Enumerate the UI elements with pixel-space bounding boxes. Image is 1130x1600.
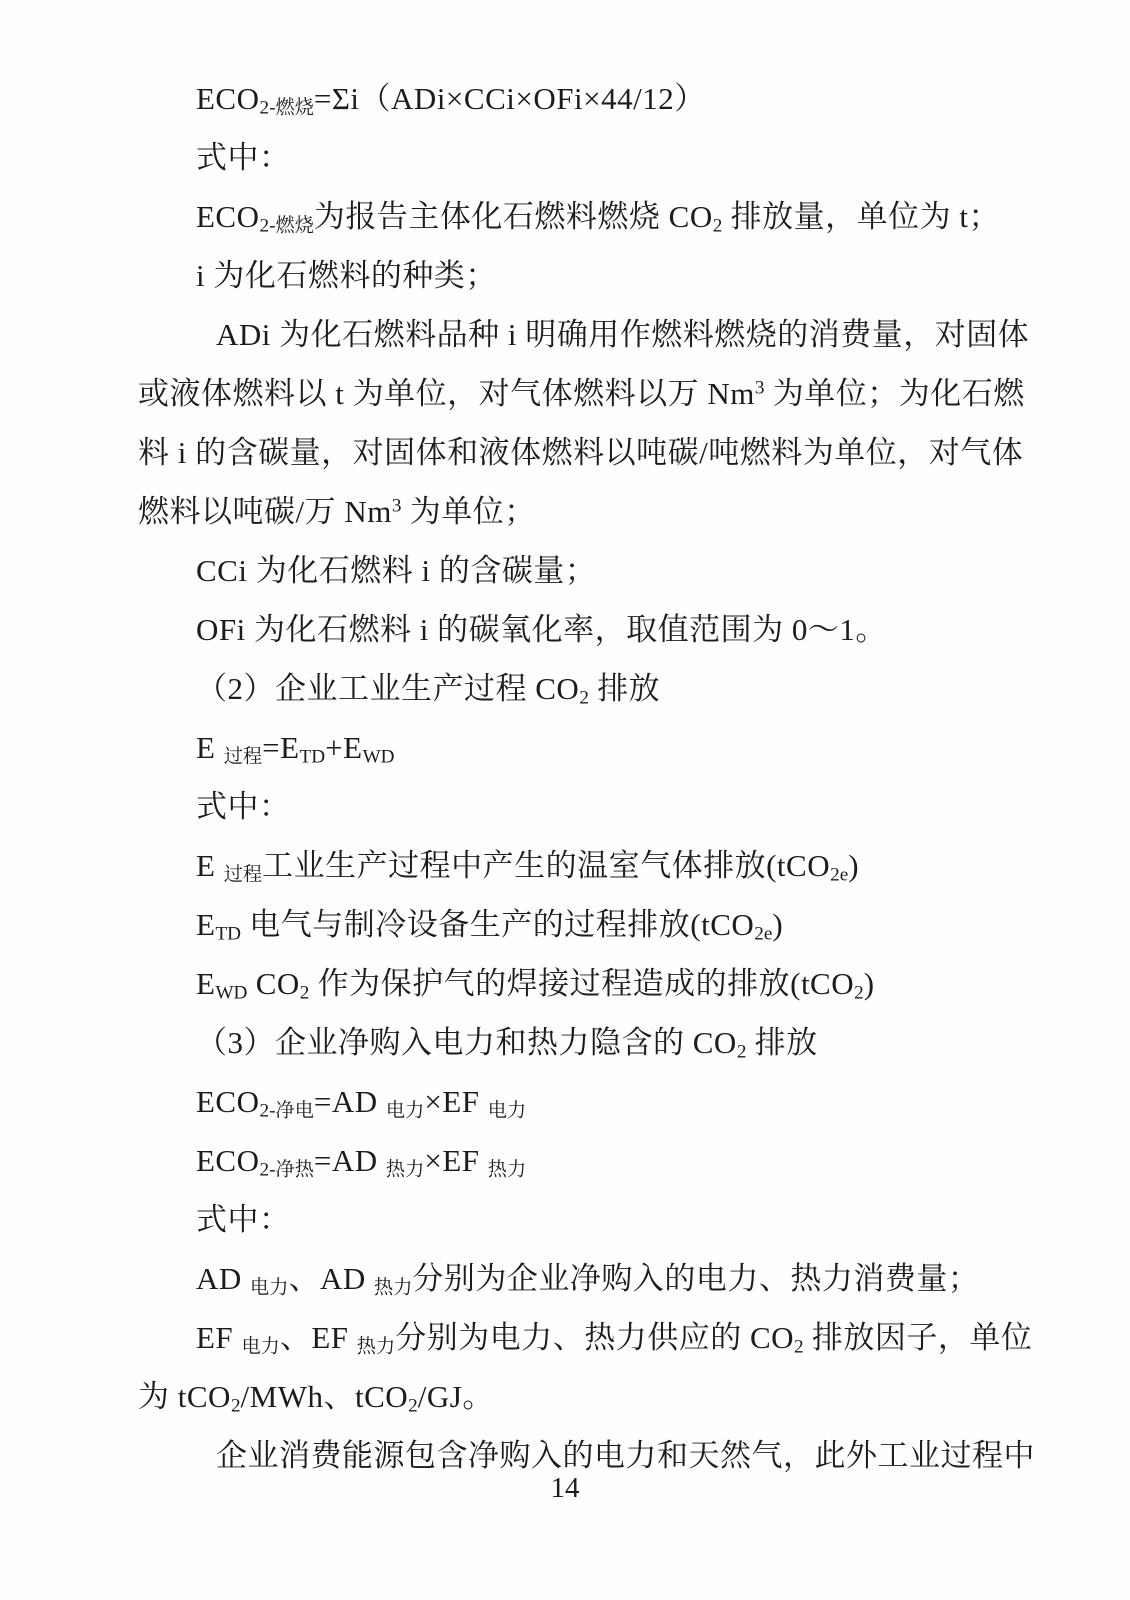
text-run: ADi 为化石燃料品种 i 明确用作燃料燃烧的消费量，对固体: [216, 317, 1030, 352]
text-run: 工业生产过程中产生的温室气体排放(tCO: [262, 848, 831, 883]
text-line-3: [138, 187, 998, 246]
page-footer: [0, 1468, 1130, 1508]
subscript: 过程: [223, 864, 263, 886]
superscript: 3: [391, 495, 402, 517]
text-run: （3）企业净购入电力和热力隐含的 CO: [196, 1025, 737, 1060]
text-run: 为 tCO: [138, 1379, 231, 1414]
text-run: 式中：: [196, 789, 291, 824]
text-run: ECO: [196, 1143, 260, 1178]
text-line-5: [138, 305, 1030, 364]
text-run: （2）企业工业生产过程 CO: [196, 671, 580, 706]
subscript: 2: [712, 215, 723, 237]
subscript: 2: [230, 1395, 241, 1417]
text-run: ×EF: [424, 1143, 488, 1178]
text-run: CCi 为化石燃料 i 的含碳量；: [196, 553, 597, 588]
document-body: [138, 69, 1035, 1485]
subscript: 热力: [356, 1336, 396, 1358]
text-run: 、EF: [279, 1320, 357, 1355]
text-run: 式中：: [196, 1202, 291, 1237]
subscript: 2-净热: [259, 1159, 314, 1181]
text-run: ): [848, 848, 860, 883]
text-run: 为单位；为化石燃: [764, 376, 1025, 411]
text-line-4: [138, 246, 998, 305]
text-line-8: [138, 482, 998, 541]
subscript: WD: [362, 746, 395, 768]
text-run: ): [863, 966, 875, 1001]
text-run: OFi 为化石燃料 i 的碳氧化率，取值范围为 0～1。: [196, 612, 887, 647]
subscript: 2-燃烧: [259, 215, 314, 237]
text-line-16: [138, 954, 998, 1013]
subscript: 电力: [487, 1100, 527, 1122]
text-run: 排放: [746, 1025, 818, 1060]
subscript: 过程: [223, 746, 263, 768]
text-line-21: [138, 1249, 998, 1308]
text-run: 电气与制冷设备生产的过程排放(tCO: [241, 907, 755, 942]
text-run: E: [196, 966, 216, 1001]
text-run: ECO: [196, 1084, 260, 1119]
text-line-10: [138, 600, 998, 659]
text-line-22: [138, 1308, 1033, 1367]
text-run: 式中：: [196, 140, 291, 175]
text-line-17: [138, 1013, 998, 1072]
subscript: TD: [299, 746, 326, 768]
text-line-23: [138, 1367, 998, 1426]
text-run: =AD: [313, 1084, 386, 1119]
subscript: 2: [299, 982, 310, 1004]
text-run: =AD: [313, 1143, 386, 1178]
text-run: i 为化石燃料的种类；: [196, 258, 497, 293]
text-line-7: [138, 423, 1024, 482]
text-line-19: [138, 1131, 998, 1190]
text-run: 排放量，单位为 t；: [722, 199, 1000, 234]
subscript: 电力: [250, 1277, 289, 1299]
page-number: 14: [550, 1472, 580, 1504]
text-line-9: [138, 541, 998, 600]
text-run: 为单位；: [401, 494, 536, 529]
text-run: =Σi（ADi×CCi×OFi×44/12）: [313, 81, 706, 116]
text-line-15: [138, 895, 998, 954]
subscript: TD: [215, 923, 242, 945]
text-run: AD: [196, 1261, 251, 1296]
subscript: 2: [408, 1395, 418, 1417]
text-run: ×EF: [424, 1084, 488, 1119]
text-run: EF: [196, 1320, 242, 1355]
text-run: 或液体燃料以 t 为单位，对气体燃料以万 Nm: [138, 376, 755, 411]
text-run: +E: [325, 730, 363, 765]
subscript: 热力: [487, 1159, 527, 1181]
text-line-11: [138, 659, 998, 718]
text-run: ECO: [196, 81, 260, 116]
subscript: 热力: [385, 1159, 425, 1181]
text-run: 燃料以吨碳/万 Nm: [138, 494, 392, 529]
subscript: 2e: [754, 923, 773, 945]
text-line-12: [138, 718, 998, 777]
text-line-13: [138, 777, 998, 836]
text-line-18: [138, 1072, 998, 1131]
text-line-14: [138, 836, 998, 895]
text-run: /MWh、tCO: [240, 1379, 409, 1414]
text-line-20: [138, 1190, 998, 1249]
text-line-1: [138, 69, 998, 128]
text-run: ECO: [196, 199, 260, 234]
subscript: 电力: [241, 1336, 280, 1358]
subscript: 2e: [830, 864, 849, 886]
text-run: 为报告主体化石燃料燃烧 CO: [313, 199, 713, 234]
subscript: 2-净电: [259, 1100, 314, 1122]
text-run: =E: [262, 730, 300, 765]
text-run: E: [196, 848, 224, 883]
text-run: E: [196, 730, 224, 765]
text-run: /GJ。: [417, 1379, 494, 1414]
text-run: ): [772, 907, 784, 942]
subscript: 电力: [385, 1100, 425, 1122]
text-run: 分别为企业净购入的电力、热力消费量；: [412, 1261, 980, 1296]
superscript: 3: [754, 377, 765, 399]
text-run: 、AD: [288, 1261, 374, 1296]
text-run: E: [196, 907, 216, 942]
text-line-2: [138, 128, 998, 187]
subscript: WD: [215, 982, 248, 1004]
subscript: 2-燃烧: [259, 97, 314, 119]
text-run: 排放因子，单位: [803, 1320, 1033, 1355]
text-line-6: [138, 364, 1025, 423]
text-run: 企业消费能源包含净购入的电力和天然气，此外工业过程中: [216, 1438, 1035, 1473]
text-run: 作为保护气的焊接过程造成的排放(tCO: [309, 966, 855, 1001]
subscript: 2: [736, 1041, 747, 1063]
text-run: CO: [247, 966, 300, 1001]
text-run: 分别为电力、热力供应的 CO: [395, 1320, 795, 1355]
subscript: 2: [579, 687, 589, 709]
subscript: 2: [794, 1336, 804, 1358]
text-run: 料 i 的含碳量，对固体和液体燃料以吨碳/吨燃料为单位，对气体: [138, 435, 1024, 470]
text-run: 排放: [588, 671, 661, 706]
subscript: 2: [854, 982, 864, 1004]
subscript: 热力: [373, 1277, 413, 1299]
